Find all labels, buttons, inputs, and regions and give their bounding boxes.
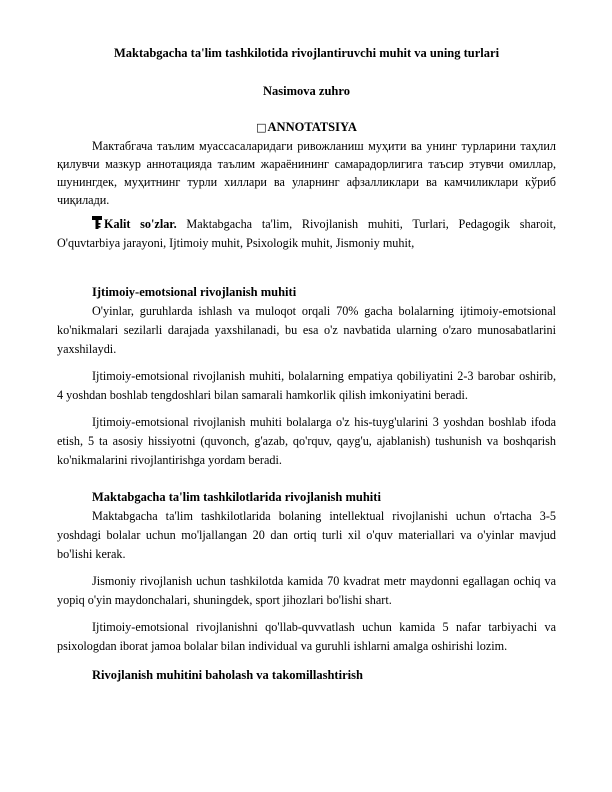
keywords-paragraph <box>57 215 556 253</box>
annotation-heading <box>57 118 556 137</box>
section-1-paragraph-3: Ijtimoiy-emotsional rivojlanish muhiti bolalarga o'z his-tuyg'ularini 3 yoshdan boshlab ifoda etish, 5 ta asosiy hissiyotni (quvonch, g'azab, qo'rquv, qayg'u, ajablanish) tushunish va boshqarish ko'nikmalarini rivojlantirishga yordam beradi. <box>57 415 556 467</box>
annotation-text: Мактабгача таълим муассасаларидаги ривожланиш муҳити ва унинг турларини таҳлил қилувчи мазкур аннотацияда таълим жараёнининг самарадорлигига таъсир этувчи омиллар, шунингдек, муҳитнинг турли хиллари ва уларнинг афзалликлари ва камчиликлари кўриб чиқилади. <box>57 139 556 207</box>
article-author: Nasimova zuhro <box>263 84 350 98</box>
document-page <box>57 44 556 685</box>
missing-glyph-box-icon: □ <box>256 121 267 134</box>
section-heading-preschool-environment: Maktabgacha ta'lim tashkilotlarida rivojlanish muhiti <box>92 490 381 504</box>
section-heading-assessment: Rivojlanish muhitini baholash va takomillashtirish <box>92 668 363 682</box>
section-1-paragraph-1: O'yinlar, guruhlarda ishlash va muloqot orqali 70% gacha bolalarning ijtimoiy-emotsional ko'nikmalari sezilarli darajada yaxshilanadi, bu esa o'z navbatida ularning o'zaro munosabatlarini yaxshilaydi. <box>57 304 556 356</box>
section-heading-social-emotional: Ijtimoiy-emotsional rivojlanish muhiti <box>92 285 297 299</box>
section-2-paragraph-2: Jismoniy rivojlanish uchun tashkilotda kamida 70 kvadrat metr maydonni egallagan ochiq va yopiq o'yin maydonchalari, shuningdek, sport jihozlari bo'lishi shart. <box>57 574 556 607</box>
section-2-paragraph-1: Maktabgacha ta'lim tashkilotlarida bolaning intellektual rivojlanishi uchun o'rtacha 3-5 yoshdagi bolalar uchun mo'ljallangan 20 dan ortiq turli xil o'quv materiallari va o'yinlar mavjud bo'lishi kerak. <box>57 509 556 561</box>
key-icon <box>92 216 102 229</box>
article-title: Maktabgacha ta'lim tashkilotida rivojlantiruvchi muhit va uning turlari <box>113 46 500 60</box>
keywords-label: Kalit so'zlar. <box>104 217 177 231</box>
annotation-heading-label: ANNOTATSIYA <box>267 120 357 134</box>
keywords-text: Maktabgacha ta'lim, Rivojlanish muhiti, Turlari, Pedagogik sharoit, O'quvtarbiya jarayoni, Ijtimoiy muhit, Psixologik muhit, Jismoniy muhit, <box>57 217 556 250</box>
section-2-paragraph-3: Ijtimoiy-emotsional rivojlanishni qo'llab-quvvatlash uchun kamida 5 nafar tarbiyachi va psixologdan iborat jamoa bolalar bilan individual va guruhli ishlarni amalga oshirishi lozim. <box>57 620 556 653</box>
section-1-paragraph-2: Ijtimoiy-emotsional rivojlanish muhiti, bolalarning empatiya qobiliyatini 2-3 barobar oshirib, 4 yoshdan boshlab tengdoshlari bilan samarali hamkorlik qilish imkoniyatini beradi. <box>57 369 556 402</box>
